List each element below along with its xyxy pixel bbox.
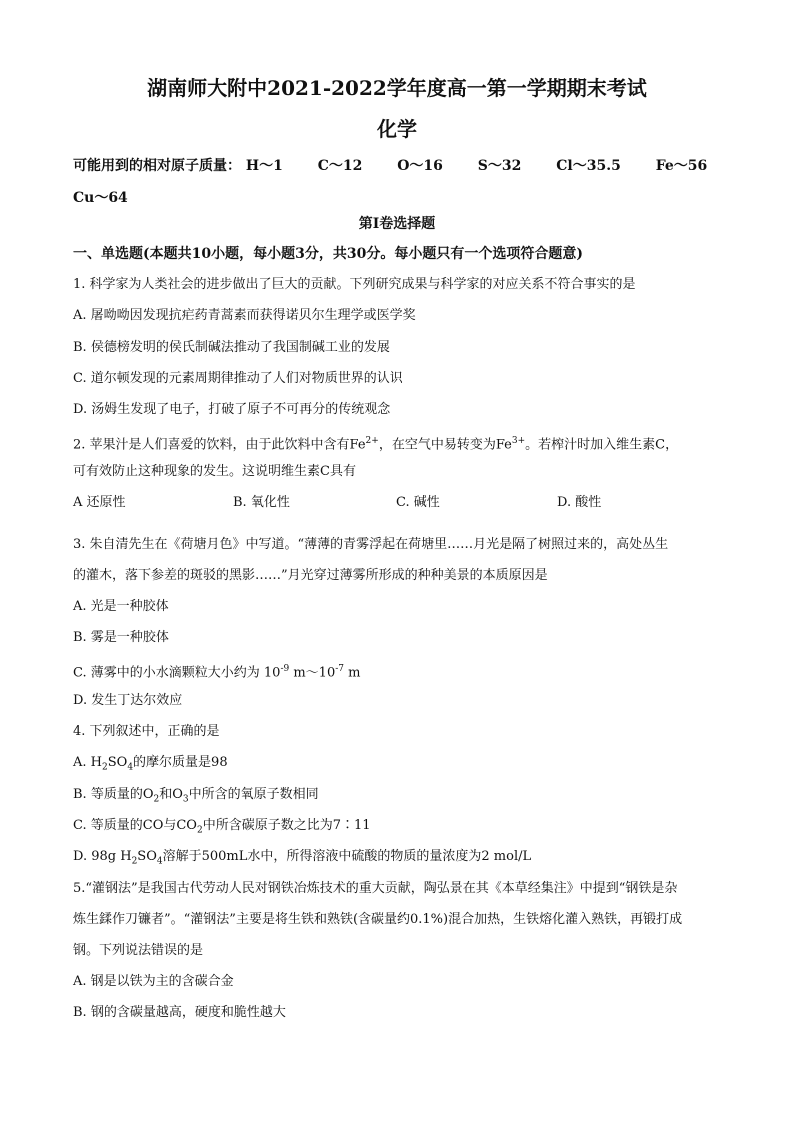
q1-option-a: A. 屠呦呦因发现抗疟药青蒿素而获得诺贝尔生理学或医学奖	[73, 308, 416, 323]
atomic-mass-o: O～16	[397, 158, 443, 174]
q4-option-a-part: A. H	[73, 755, 102, 770]
q5-stem-line2: 炼生鍒作刀镰者”。“灌钢法”主要是将生铁和熟铁(含碳量约0.1%)混合加热，生铁熔化灌入熟铁，再锻打成	[73, 912, 683, 927]
q1-option-d: D. 汤姆生发现了电子，打破了原子不可再分的传统观念	[73, 402, 391, 417]
q2-option-d: D. 酸性	[557, 495, 602, 510]
q4-option-d	[73, 848, 531, 871]
q3-option-c-part: C. 薄雾中的小水滴颗粒大小约为 10	[73, 665, 281, 681]
q4-option-a-part: 的摩尔质量是98	[133, 755, 228, 770]
q4-subscript: 4	[127, 762, 134, 773]
q2-charge-fe3: 3+	[511, 436, 526, 446]
q4-subscript: 2	[131, 856, 138, 867]
q4-option-c-part: 中所含碳原子数之比为7∶11	[202, 818, 371, 833]
q2-option-a: A 还原性	[73, 495, 126, 510]
atomic-masses	[73, 150, 723, 214]
q4-option-d-part: 溶解于500mL水中，所得溶液中硫酸的物质的量浓度为2 mol/L	[162, 849, 532, 864]
q4-subscript: 2	[196, 825, 203, 836]
q2-option-b: B. 氧化性	[233, 495, 290, 510]
q4-option-d-part: SO	[137, 849, 157, 864]
q4-option-b-part: 中所含的氧原子数相同	[188, 787, 319, 802]
q2-stem-part: 2. 苹果汁是人们喜爱的饮料，由于此饮料中含有Fe	[73, 437, 366, 453]
q1-stem: 1. 科学家为人类社会的进步做出了巨大的贡献。下列研究成果与科学家的对应关系不符合事实的是	[73, 277, 636, 292]
q4-stem: 4. 下列叙述中，正确的是	[73, 724, 220, 739]
q4-option-b-part: 和O	[159, 787, 183, 802]
subject-title: 化学	[377, 117, 417, 141]
exam-title: 湖南师大附中2021-2022学年度高一第一学期期末考试	[147, 76, 647, 100]
q3-option-d: D. 发生丁达尔效应	[73, 693, 183, 708]
q4-subscript: 4	[156, 856, 163, 867]
q4-subscript: 2	[153, 794, 160, 805]
q3-option-a: A. 光是一种胶体	[73, 599, 169, 614]
atomic-mass-cu: Cu～64	[73, 190, 128, 206]
q5-option-b: B. 钢的含碳量越高，硬度和脆性越大	[73, 1005, 286, 1020]
atomic-mass-s: S～32	[477, 158, 522, 174]
q3-option-b: B. 雾是一种胶体	[73, 630, 169, 645]
q3-exponent: -7	[335, 664, 345, 674]
q1-option-c: C. 道尔顿发现的元素周期律推动了人们对物质世界的认识	[73, 371, 403, 386]
q5-stem-line3: 钢。下列说法错误的是	[73, 943, 204, 958]
q2-stem-part: 。若榨汁时加入维生素C，	[525, 437, 679, 453]
atomic-mass-cl: Cl～35.5	[556, 158, 621, 174]
q3-option-c-part: m	[344, 665, 361, 681]
q2-stem-part: ，在空气中易转变为Fe	[378, 437, 512, 453]
q4-option-a	[73, 754, 228, 777]
q4-subscript: 3	[182, 794, 189, 805]
q4-option-c-part: C. 等质量的CO与CO	[73, 818, 197, 833]
q2-stem-line2: 可有效防止这种现象的发生。这说明维生素C具有	[73, 464, 356, 479]
q3-option-c-part: m～10	[289, 665, 336, 681]
q4-option-c	[73, 817, 371, 840]
q2-stem	[73, 432, 678, 454]
q5-stem-line1: 5.“灌钢法”是我国古代劳动人民对钢铁冶炼技术的重大贡献，陶弘景在其《本草经集注》中提到“钢铁是杂	[73, 881, 678, 896]
q4-option-d-part: D. 98g H	[73, 849, 132, 864]
q4-option-b	[73, 786, 319, 809]
q3-stem-line2: 的灌木，落下参差的斑驳的黑影……”月光穿过薄雾所形成的种种美景的本质原因是	[73, 568, 548, 583]
section-title: 第Ⅰ卷选择题	[358, 216, 436, 232]
section-heading: 一、单选题(本题共10小题，每小题3分，共30分。每小题只有一个选项符合题意)	[73, 246, 583, 262]
atomic-mass-h: H～1	[245, 158, 283, 174]
q2-charge-fe2: 2+	[365, 436, 379, 446]
q2-option-c: C. 碱性	[396, 495, 440, 510]
q1-option-b: B. 侯德榜发明的侯氏制碱法推动了我国制碱工业的发展	[73, 340, 390, 355]
q3-exponent: -9	[280, 664, 290, 674]
q4-subscript: 2	[102, 762, 108, 773]
q4-option-a-part: SO	[107, 755, 128, 770]
q4-option-b-part: B. 等质量的O	[73, 787, 154, 802]
atomic-masses-label: 可能用到的相对原子质量：	[73, 158, 241, 174]
q5-option-a: A. 钢是以铁为主的含碳合金	[73, 974, 234, 989]
q3-stem-line1: 3. 朱自清先生在《荷塘月色》中写道。“薄薄的青雾浮起在荷塘里……月光是隔了树照过来的，高处丛生	[73, 537, 669, 552]
atomic-mass-c: C～12	[317, 158, 363, 174]
q3-option-c	[73, 660, 360, 682]
atomic-mass-fe: Fe～56	[655, 158, 708, 174]
